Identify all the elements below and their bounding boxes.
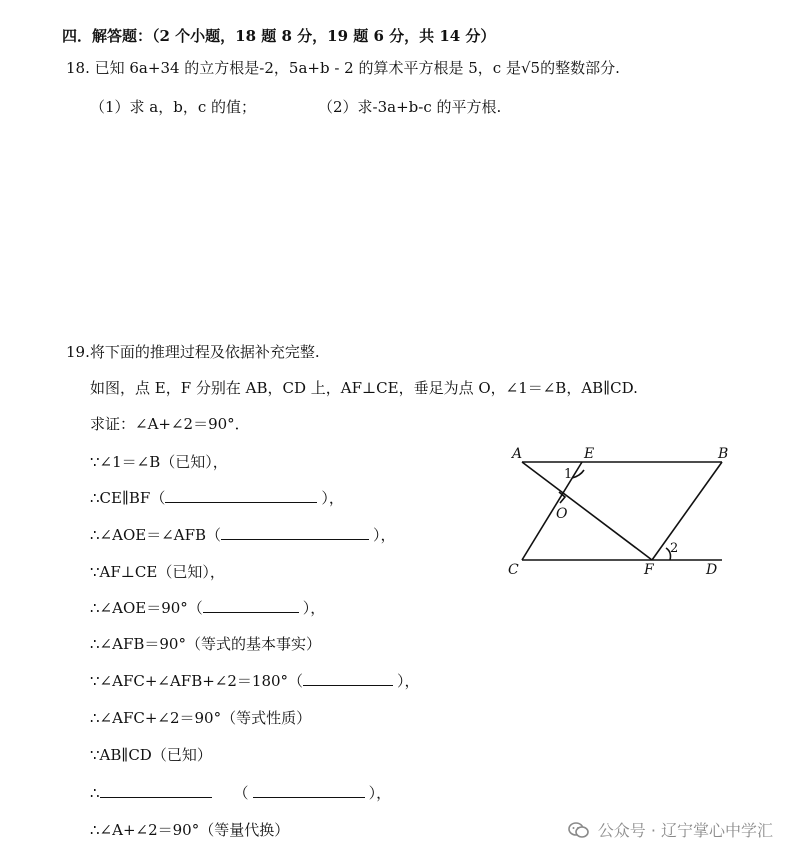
step-10-tail: ）， (368, 784, 392, 802)
step-9: ∵AB∥CD（已知） (90, 746, 212, 764)
step-10-text: ∴ (90, 784, 100, 802)
step-10-mid: （ (233, 784, 249, 802)
step-2-text: ∴CE∥BF（ (90, 489, 166, 507)
step-3 (90, 525, 400, 545)
answer-blank-2[interactable] (221, 525, 369, 540)
q18-stem: 18. 已知 6a+34 的立方根是-2，5a+b - 2 的算术平方根是 5，c 是√5的整数部分. (66, 59, 620, 77)
label-E: E (584, 446, 595, 462)
label-B: B (718, 446, 729, 462)
step-1: ∵∠1＝∠B（已知）， (90, 453, 228, 471)
step-7 (90, 671, 424, 691)
q19-stem: 19.将下面的推理过程及依据补充完整. (66, 343, 320, 361)
segment-BF (652, 462, 722, 560)
step-3-tail: ）， (373, 526, 396, 544)
label-A: A (512, 446, 523, 462)
step-3-text: ∴∠AOE＝∠AFB（ (90, 526, 222, 544)
step-7-text: ∵∠AFC+∠AFB+∠2＝180°（ (90, 672, 304, 690)
watermark-text: 公众号 · 辽宁掌心中学汇 (597, 821, 773, 840)
answer-blank-4[interactable] (303, 671, 393, 686)
wechat-icon (568, 821, 590, 839)
step-7-tail: ）， (397, 672, 420, 690)
step-4: ∵AF⊥CE（已知）， (90, 563, 225, 581)
segment-AF (522, 462, 652, 560)
answer-blank-5[interactable] (100, 783, 212, 798)
label-angle-1: 1 (564, 467, 573, 482)
label-C: C (508, 562, 519, 578)
step-5-text: ∴∠AOE＝90°（ (90, 599, 203, 617)
step-2-tail: ）， (321, 489, 344, 507)
q18-part1: （1）求 a，b，c 的值； (90, 98, 257, 116)
step-2 (90, 488, 348, 508)
label-F: F (644, 562, 654, 578)
label-D: D (706, 562, 718, 578)
section-title: 四．解答题：（2 个小题，18 题 8 分，19 题 6 分，共 14 分） (62, 27, 496, 45)
step-11: ∴∠A+∠2＝90°（等量代换） (90, 821, 290, 839)
answer-blank-3[interactable] (203, 598, 299, 613)
label-O: O (556, 506, 568, 522)
watermark (568, 818, 773, 841)
answer-blank-6[interactable] (253, 783, 365, 798)
label-angle-2: 2 (670, 541, 679, 556)
q19-given: 如图，点 E，F 分别在 AB，CD 上，AF⊥CE，垂足为点 O，∠1＝∠B，AB∥CD. (90, 379, 638, 397)
step-6: ∴∠AFB＝90°（等式的基本事实） (90, 635, 321, 653)
answer-blank-1[interactable] (165, 488, 317, 503)
geometry-figure (500, 440, 740, 580)
step-10 (90, 783, 395, 803)
q18-part2: （2）求-3a+b-c 的平方根. (318, 98, 502, 116)
q19-prove: 求证：∠A+∠2＝90°． (90, 415, 250, 433)
step-5-tail: ）， (302, 599, 326, 617)
step-5 (90, 598, 329, 618)
step-8: ∴∠AFC+∠2＝90°（等式性质） (90, 709, 312, 727)
segment-EC (522, 462, 582, 560)
